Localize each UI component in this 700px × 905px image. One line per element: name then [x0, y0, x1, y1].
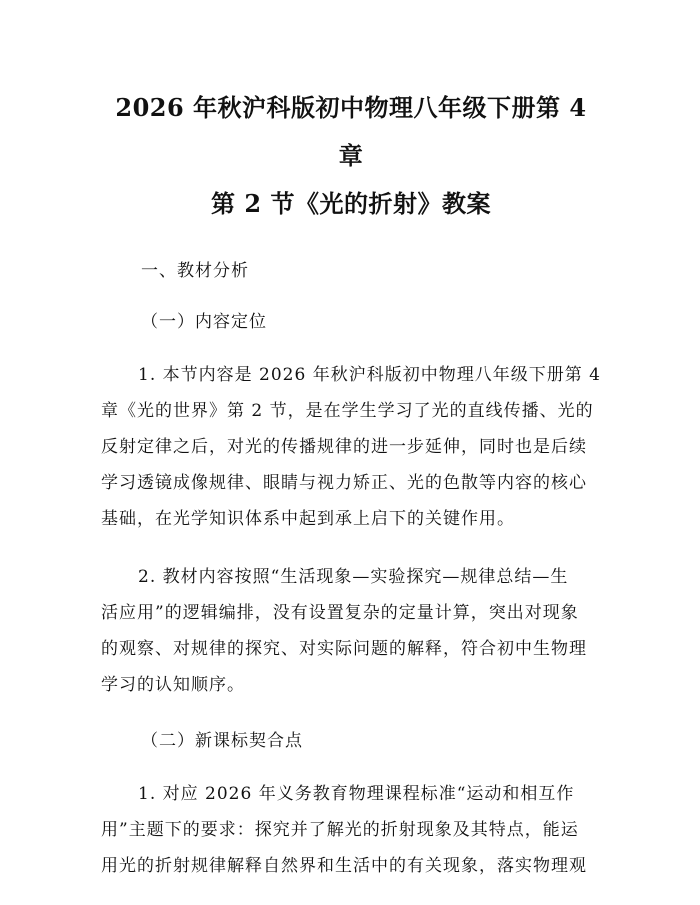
- paragraph-3: [101, 776, 601, 884]
- subsection-heading-content-positioning: （一）内容定位: [141, 312, 267, 332]
- section-heading-teaching-material-analysis: 一、教材分析: [141, 261, 249, 281]
- title-line-2: 第 2 节《光的折射》教案: [211, 189, 491, 218]
- paragraph-3-line: 用光的折射规律解释自然界和生活中的有关现象，落实物理观: [101, 856, 587, 876]
- paragraph-3-line: 用”主题下的要求：探究并了解光的折射现象及其特点，能运: [101, 820, 579, 840]
- document-title: [101, 84, 601, 228]
- paragraph-1: [101, 357, 601, 537]
- paragraph-2: [101, 559, 601, 703]
- paragraph-1-line: 1. 本节内容是 2026 年秋沪科版初中物理八年级下册第 4: [138, 365, 601, 385]
- title-line-1: 2026 年秋沪科版初中物理八年级下册第 4 章: [115, 93, 587, 170]
- paragraph-1-line: 章《光的世界》第 2 节，是在学生学习了光的直线传播、光的: [101, 401, 594, 421]
- paragraph-2-line: 的观察、对规律的探究、对实际问题的解释，符合初中生物理: [101, 639, 587, 659]
- subsection-heading-curriculum-alignment: （二）新课标契合点: [141, 731, 303, 751]
- paragraph-3-line: 1. 对应 2026 年义务教育物理课程标准“运动和相互作: [138, 784, 575, 804]
- paragraph-1-line: 学习透镜成像规律、眼睛与视力矫正、光的色散等内容的核心: [101, 473, 587, 493]
- paragraph-1-line: 基础，在光学知识体系中起到承上启下的关键作用。: [101, 509, 515, 529]
- paragraph-2-line: 学习的认知顺序。: [101, 675, 245, 695]
- paragraph-2-line: 活应用”的逻辑编排，没有设置复杂的定量计算，突出对现象: [101, 603, 579, 623]
- paragraph-1-line: 反射定律之后，对光的传播规律的进一步延伸，同时也是后续: [101, 437, 587, 457]
- paragraph-2-line: 2. 教材内容按照“生活现象—实验探究—规律总结—生: [138, 567, 569, 587]
